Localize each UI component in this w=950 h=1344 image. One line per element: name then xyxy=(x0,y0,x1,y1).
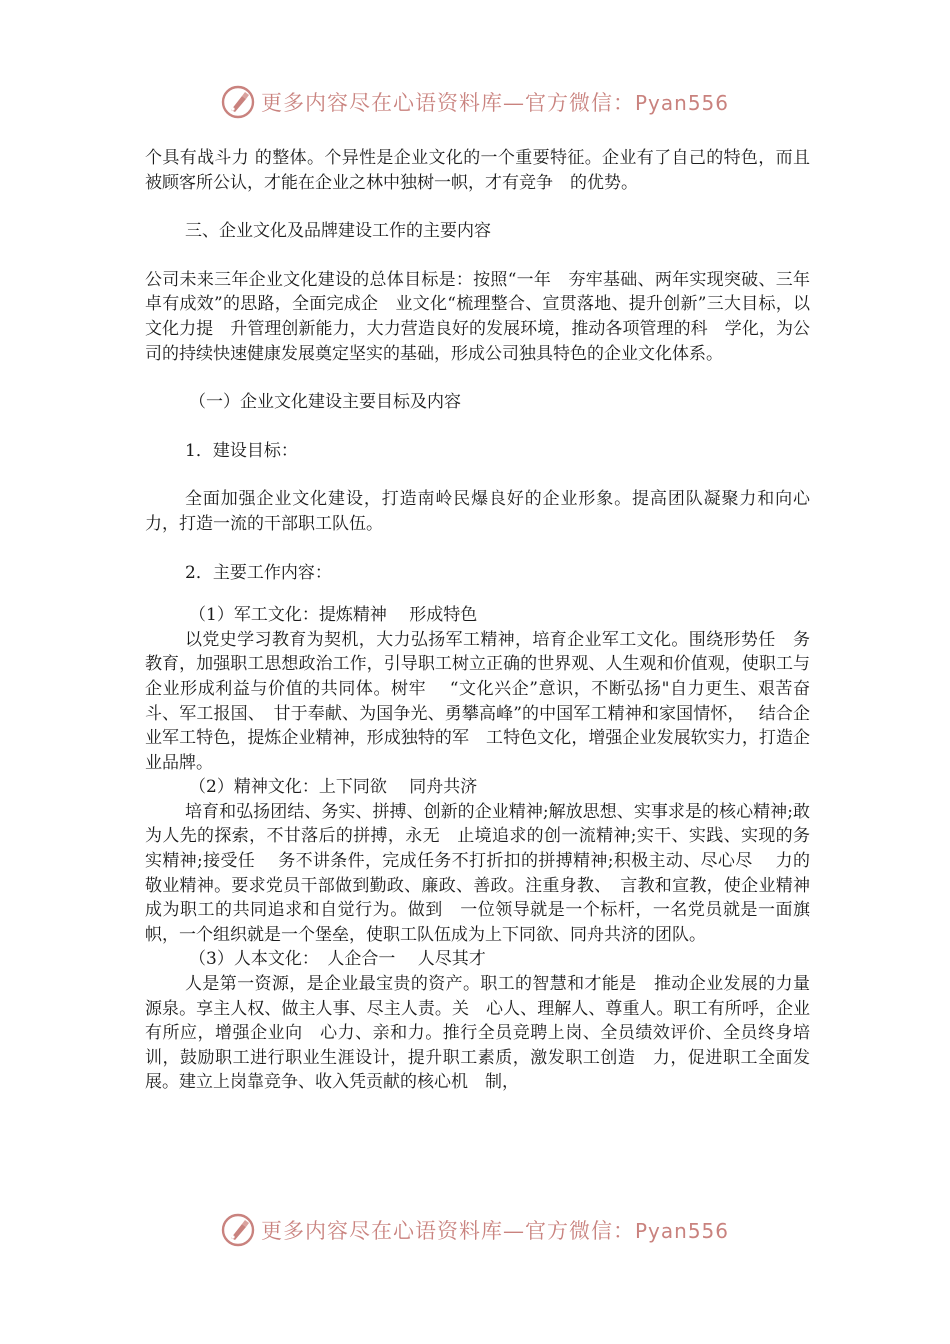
item-2-body: 培育和弘扬团结、务实、拼搏、创新的企业精神;解放思想、实事求是的核心精神;敢为人先的探索，不甘落后的拼搏，永无 止境追求的创一流精神;实干、实践、实现的务实精神;接受任 务不讲条件，完成任务不打折扣的拼搏精神;积极主动、尽心尽 力的敬业精神。要求党员干部做到勤政、廉政、善政。注重身教、 言教和宣教，使企业精神成为职工的共同追求和自觉行为。做到 一位领导就是一个标杆，一名党员就是一面旗帜，一个组织就是一个堡垒，使职工队伍成为上下同欲、同舟共济的团队。 xyxy=(145,801,810,945)
banner-text xyxy=(261,87,729,117)
pen-nib-logo-icon xyxy=(221,1213,255,1247)
heading-main-work: 2．主要工作内容： xyxy=(185,562,332,583)
document-body xyxy=(145,146,827,1095)
banner-slogan: 更多内容尽在心语资料库—官方微信： xyxy=(260,1219,635,1243)
item-1-title: （1）军工文化：提炼精神 形成特色 xyxy=(189,605,478,626)
item-1-body: 以党史学习教育为契机，大力弘扬军工精神，培育企业军工文化。围绕形势任 务教育，加强职工思想政治工作，引导职工树立正确的世界观、人生观和价值观，使职工与企业形成利益与价值的共同体。树牢 “文化兴企”意识，不断弘扬"自力更生、艰苦奋斗、军工报国、 甘于奉献、为国争光、勇攀高峰”的中国军工精神和家国情怀， 结合企业军工特色，提炼企业精神，形成独特的军 工特色文化，增强企业发展软实力，打造企业品牌。 xyxy=(145,629,810,773)
header-banner xyxy=(0,82,950,122)
section-heading-3: 三、企业文化及品牌建设工作的主要内容 xyxy=(185,221,491,242)
item-2-title: （2）精神文化：上下同欲 同舟共济 xyxy=(189,777,478,798)
item-3-title: （3）人本文化： 人企合一 人尽其才 xyxy=(189,949,486,970)
item-3-body: 人是第一资源，是企业最宝贵的资产。职工的智慧和才能是 推动企业发展的力量源泉。享主人权、做主人事、尽主人责。关 心人、理解人、尊重人。职工有所呼，企业有所应，增强企业向 心力、亲和力。推行全员竞聘上岗、全员绩效评价、全员终身培 训，鼓励职工进行职业生涯设计，提升职工素质，激发职工创造 力，促进职工全面发展。建立上岗靠竞争、收入凭贡献的核心机 制， xyxy=(145,974,827,1093)
paragraph-construction-goal: 全面加强企业文化建设，打造南岭民爆良好的企业形象。提高团队凝聚力和向心力，打造一流的干部职工队伍。 xyxy=(145,489,810,534)
heading-construction-goal: 1．建设目标： xyxy=(185,440,298,461)
banner-wechat-id: Pyan556 xyxy=(634,91,729,115)
footer-banner xyxy=(0,1210,950,1250)
banner-slogan: 更多内容尽在心语资料库—官方微信： xyxy=(260,91,635,115)
subsection-heading-1: （一）企业文化建设主要目标及内容 xyxy=(189,392,461,413)
paragraph-overall-goal: 公司未来三年企业文化建设的总体目标是：按照“一年 夯牢基础、两年实现突破、三年卓有成效”的思路，全面完成企 业文化“梳理整合、宣贯落地、提升创新”三大目标，以文化力提 升管理创新能力，大力营造良好的发展环境，推动各项管理的科 学化，为公司的持续快速健康发展奠定坚实的基础，形成公司独具特色的企业文化体系。 xyxy=(145,269,810,364)
paragraph-intro: 个具有战斗力 的整体。个异性是企业文化的一个重要特征。企业有了自己的特色，而且被顾客所公认，才能在企业之林中独树一帜，才有竞争 的优势。 xyxy=(145,148,810,193)
banner-text xyxy=(261,1215,729,1245)
pen-nib-logo-icon xyxy=(221,85,255,119)
banner-wechat-id: Pyan556 xyxy=(634,1219,729,1243)
